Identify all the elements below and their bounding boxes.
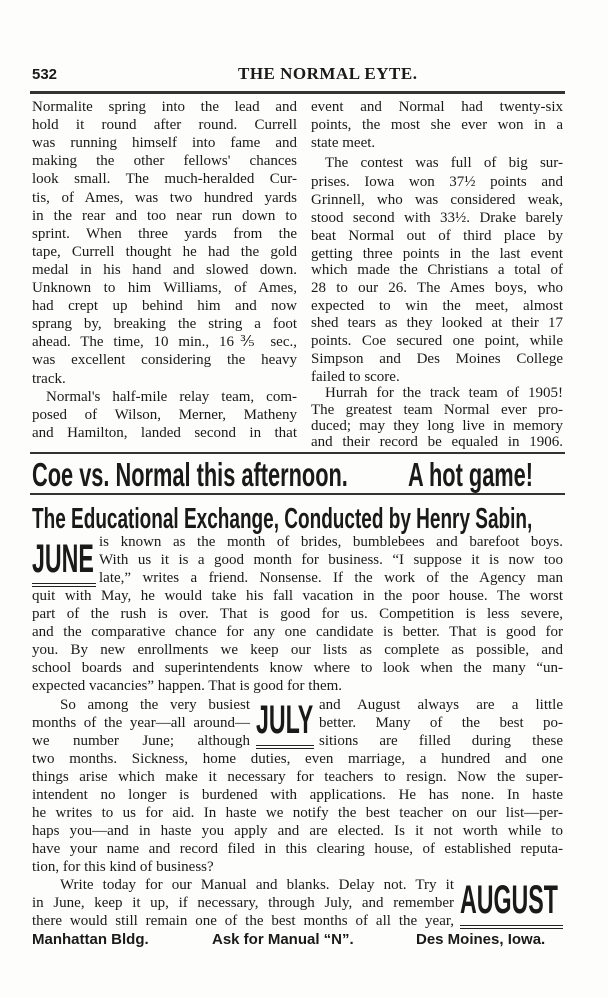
june-word: JUNE (32, 537, 94, 581)
text-line: which made the Christians a total of (311, 262, 563, 278)
text-line: school boards and superintendents know where to look when the many “un- (32, 660, 563, 676)
text-line: medal in his hand and slowed down. (32, 261, 297, 278)
text-line: track. (32, 370, 66, 387)
text-line: look small. The much-heralded Cur- (32, 171, 297, 188)
text-line: sprang by, breaking the string a foot (32, 316, 297, 333)
text-line: Simpson and Des Moines College (311, 351, 563, 367)
text-line: shed tears as they looked at their 17 (311, 315, 563, 331)
footer-city: Des Moines, Iowa. (416, 931, 546, 948)
text-line: So among the very busiest (60, 697, 250, 713)
text-line: Normal's half-mile relay team, com- (46, 388, 297, 405)
text-line: Grinnell, who was considered weak, (311, 192, 563, 208)
text-line: stood second with 33½. Drake barely (311, 210, 563, 226)
footer-manual: Ask for Manual “N”. (212, 931, 354, 948)
text-line: hold it round after round. Currell (32, 117, 297, 134)
july-underline (256, 745, 314, 749)
text-line: had crept up behind him and now (32, 298, 297, 315)
text-line: and their record be equaled in 1906. (311, 434, 563, 450)
text-line: expected to win the meet, almost (311, 298, 563, 314)
text-line: 28 to our 26. The Ames boys, who (311, 280, 563, 296)
text-line: state meet. (311, 135, 376, 151)
text-line: ahead. The time, 10 min., 16⅗ sec., (32, 334, 297, 351)
text-line: months of the year—all around— (32, 715, 250, 731)
text-line: he writes to us for aid. In haste we notify the best teacher on our list—per- (32, 805, 563, 821)
text-line: we number June; although (32, 733, 250, 749)
text-line: The contest was full of big sur- (325, 155, 563, 171)
text-line: and August always are a little (319, 697, 563, 713)
text-line: better. Many of the best po- (319, 715, 563, 731)
text-line: failed to score. (311, 369, 400, 385)
text-line: have your name and record filed in this clearing house, of established reputa- (32, 841, 563, 857)
journal-title: THE NORMAL EYTE. (238, 64, 418, 83)
text-line: is known as the month of brides, bumblebees and barefoot boys. (99, 534, 563, 550)
text-line: quit with May, he would take his fall vacation in the poor house. The worst (32, 588, 563, 604)
footer-address: Manhattan Bldg. (32, 931, 149, 948)
text-line: haps you—and in haste you apply and are elected. Is it not worth while to (32, 823, 563, 839)
text-line: posed of Wilson, Merner, Matheny (32, 406, 297, 423)
text-line: expected vacancies” happen. That is good for them. (32, 678, 343, 694)
text-line: Normalite spring into the lead and (32, 99, 297, 115)
august-word: AUGUST (460, 878, 558, 922)
text-line: Unknown to him Williams, of Ames, (32, 280, 297, 296)
text-line: making the other fellows' chances (32, 153, 297, 170)
text-line: in June, keep it up, if necessary, through July, and remember (32, 895, 454, 911)
text-line: late,” writes a friend. Nonsense. If the work of the Agency man (99, 570, 563, 586)
july-word: JULY (256, 698, 314, 742)
header-rule (30, 91, 565, 94)
ad-heading: The Educational Exchange, Conducted by Henry Sabin, (32, 503, 533, 535)
text-line: The greatest team Normal ever pro- (311, 402, 563, 418)
banner-top-rule (30, 452, 565, 454)
text-line: Write today for our Manual and blanks. Delay not. Try it (60, 877, 454, 893)
text-line: tion, for this kind of business? (32, 859, 214, 875)
august-underline (460, 925, 563, 929)
text-line: was excellent considering the heavy (32, 352, 297, 369)
text-line: event and Normal had twenty-six (311, 99, 563, 115)
text-line: sprint. When three yards from the (32, 225, 297, 242)
text-line: was running himself into fame and (32, 135, 297, 152)
text-line: and Hamilton, landed second in that (32, 424, 297, 441)
text-line: and the comparative chance for any one candidate is better. That is good for (32, 624, 563, 640)
banner-left-text: Coe vs. Normal this afternoon. (32, 456, 348, 493)
text-line: things arise which make it necessary for teachers to resign. Now the super- (32, 769, 563, 785)
text-line: duced; may they long live in memory (311, 418, 563, 434)
text-line: tape, Currell thought he had the gold (32, 243, 297, 260)
text-line: intendent no longer is burdened with applications. He has none. In haste (32, 787, 563, 803)
text-line: getting three points in the last event (311, 246, 563, 262)
text-line: you. By new enrollments we keep our lists as complete as possible, and (32, 642, 563, 658)
page-number: 532 (32, 66, 58, 83)
banner-bottom-rule (30, 493, 565, 495)
text-line: sitions are filled during these (319, 733, 563, 749)
text-line: points. Coe secured one point, while (311, 333, 563, 349)
text-line: With us it is a good month for business. “I suppose it is now too (99, 552, 563, 568)
text-line: prises. Iowa won 37½ points and (311, 174, 563, 190)
text-line: part of the rush is over. That is good for us. Competition is less severe, (32, 606, 563, 622)
text-line: there would still remain one of the best months of all the year, (32, 913, 454, 929)
text-line: in the rear and too near run down to (32, 207, 297, 224)
text-line: beat Normal out of third place by (311, 228, 563, 244)
text-line: Hurrah for the track team of 1905! (325, 385, 563, 401)
text-line: tis, of Ames, was two hundred yards (32, 189, 297, 206)
banner-right-text: A hot game! (408, 456, 534, 493)
text-line: points, the most she ever won in a (311, 117, 563, 133)
text-line: two months. Sickness, home duties, even marriage, a hundred and one (32, 751, 563, 767)
